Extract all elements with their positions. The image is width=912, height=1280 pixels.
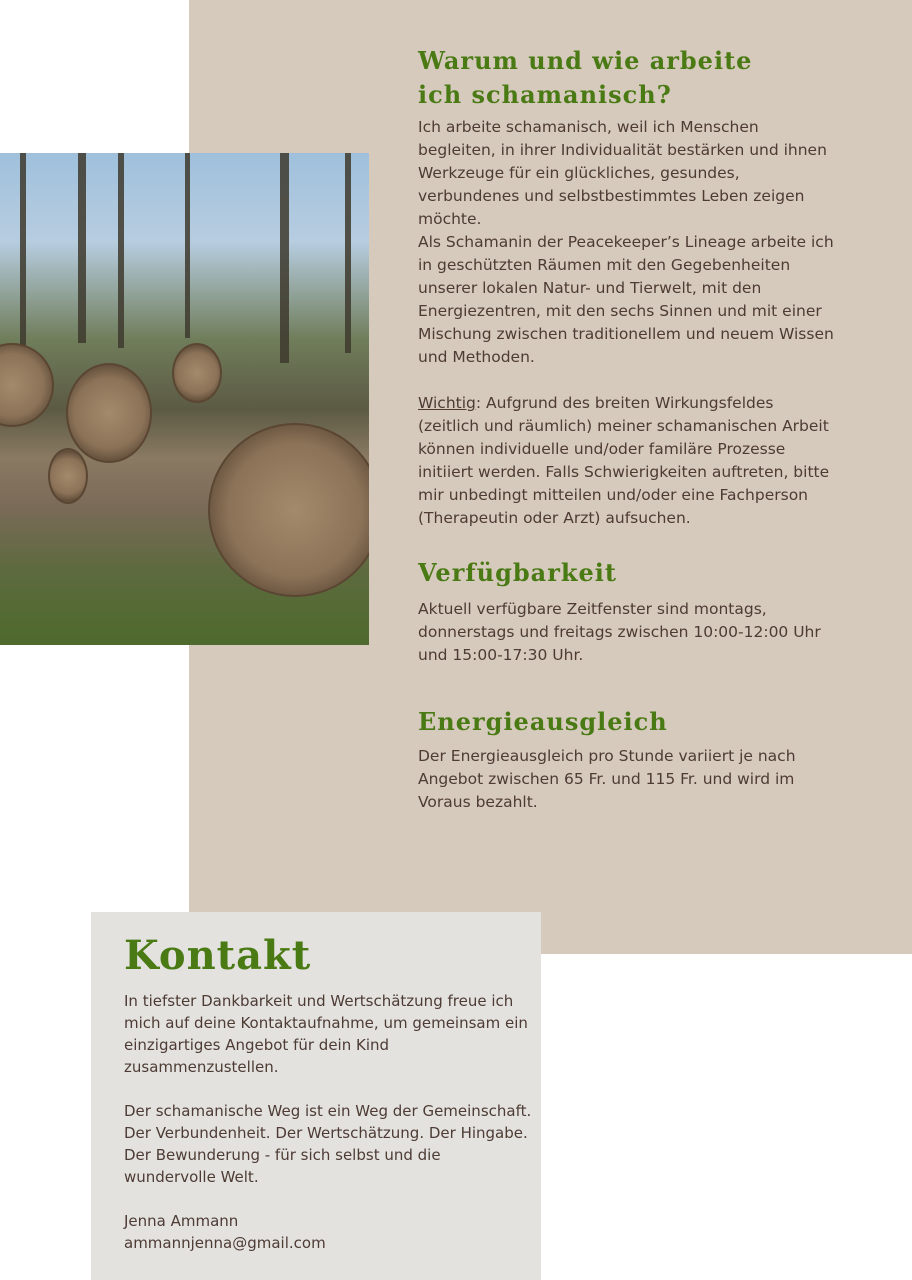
log-end-shape — [0, 343, 54, 427]
contact-title: Kontakt — [124, 932, 312, 979]
contact-paragraph-2: Der schamanische Weg ist ein Weg der Gemeinschaft. Der Verbundenheit. Der Wertschätzung. Der Hingabe. Der Bewunderung - für sich selbst und die wundervolle Welt. — [124, 1102, 532, 1186]
log-end-shape — [172, 343, 222, 403]
tree-trunk-shape — [118, 153, 124, 348]
warum-paragraph-2: Als Schamanin der Peacekeeper’s Lineage arbeite ich in geschützten Räumen mit den Gegebenheiten unserer lokalen Natur- und Tierwelt, mit den Energiezentren, mit den sechs Sinnen und mit einer Mischung zwischen traditionellem und neuem Wissen und Methoden. — [418, 233, 834, 366]
log-end-shape — [66, 363, 152, 463]
contact-paragraph-1: In tiefster Dankbarkeit und Wertschätzung freue ich mich auf deine Kontaktaufnahme, um gemeinsam ein einzigartiges Angebot für dein Kind zusammenzustellen. — [124, 992, 528, 1076]
energieausgleich-text: Der Energieausgleich pro Stunde variiert je nach Angebot zwischen 65 Fr. und 115 Fr. und wird im Voraus bezahlt. — [418, 747, 796, 811]
tree-trunk-shape — [185, 153, 190, 338]
forest-logs-photo — [0, 153, 369, 645]
log-end-shape — [208, 423, 369, 597]
tree-trunk-shape — [78, 153, 86, 343]
log-end-shape — [48, 448, 88, 504]
section-title-energieausgleich: Energieausgleich — [418, 707, 668, 736]
important-text: : Aufgrund des breiten Wirkungsfeldes (zeitlich und räumlich) meiner schamanischen Arbeit können individuelle und/oder familäre Prozesse initiiert werden. Falls Schwierigkeiten auftreten, bitte mir unbedingt mitteilen und/oder eine Fachperson (Therapeutin oder Arzt) aufsuchen. — [418, 394, 830, 527]
tree-trunk-shape — [20, 153, 26, 353]
contact-name: Jenna Ammann — [124, 1212, 239, 1230]
tree-trunk-shape — [280, 153, 289, 363]
section-title-warum — [418, 44, 838, 112]
title-line: ich schamanisch? — [418, 80, 672, 109]
contact-email-link[interactable]: ammannjenna@gmail.com — [124, 1234, 326, 1252]
contact-section — [124, 928, 534, 1254]
important-note — [418, 392, 838, 530]
tree-trunk-shape — [345, 153, 351, 353]
important-label: Wichtig — [418, 394, 476, 412]
warum-paragraph-1: Ich arbeite schamanisch, weil ich Menschen begleiten, in ihrer Individualität bestärken und ihnen Werkzeuge für ein glückliches, gesundes, verbundenes und selbstbestimmtes Leben zeigen möchte. — [418, 118, 827, 228]
verfuegbarkeit-text: Aktuell verfügbare Zeitfenster sind montags, donnerstags und freitags zwischen 10:00-12:00 Uhr und 15:00-17:30 Uhr. — [418, 600, 821, 664]
main-text-column — [418, 44, 838, 814]
title-line: Warum und wie arbeite — [418, 46, 753, 75]
section-title-verfuegbarkeit: Verfügbarkeit — [418, 558, 617, 587]
